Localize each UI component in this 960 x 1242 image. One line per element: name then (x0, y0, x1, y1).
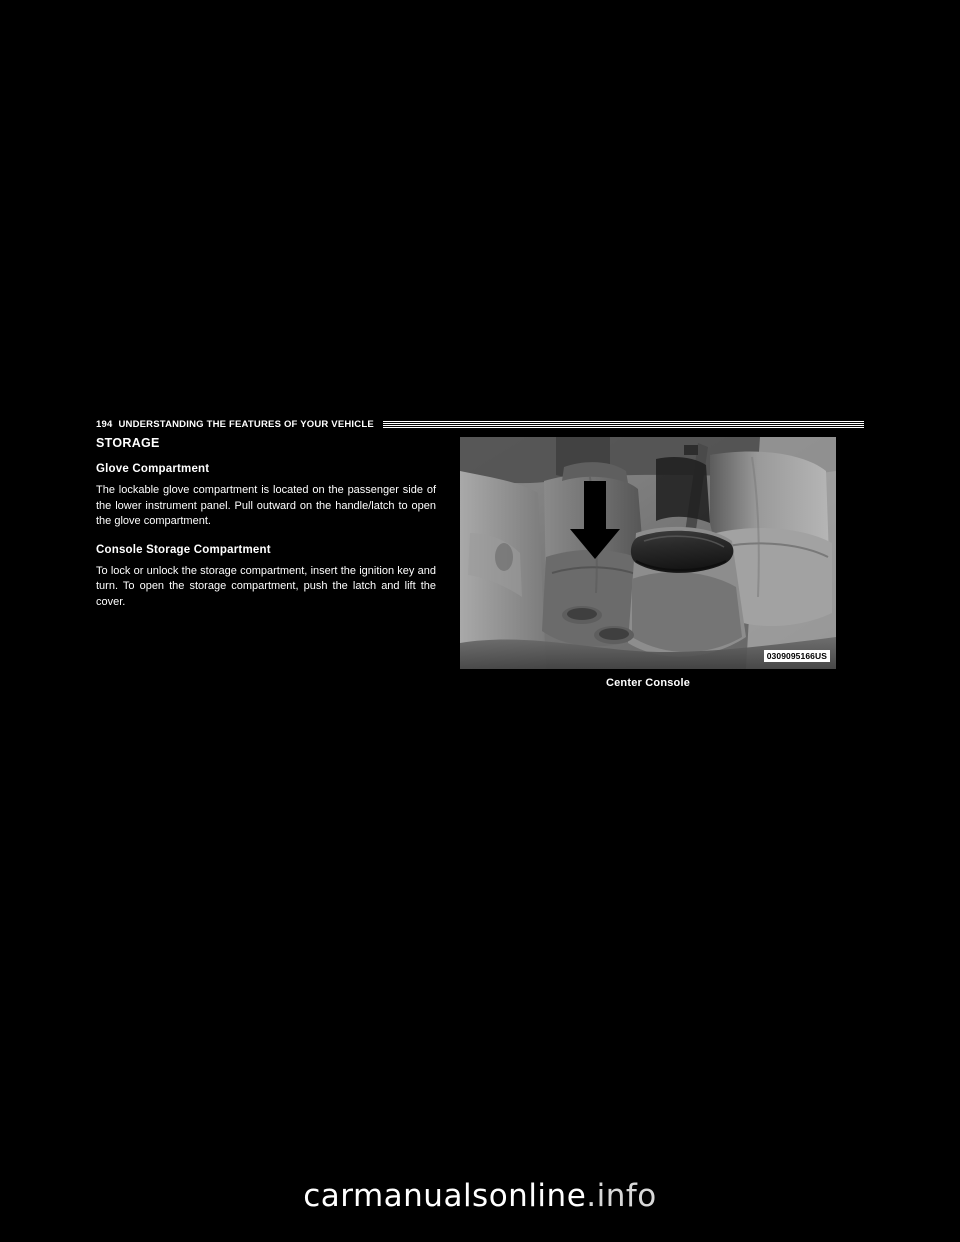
subsection-heading-console-storage: Console Storage Compartment (96, 543, 271, 556)
figure-image-id: 0309095166US (764, 650, 830, 662)
header-rule (383, 421, 864, 428)
page-number: 194 (96, 418, 113, 430)
figure (460, 437, 836, 689)
text-column (96, 436, 436, 610)
figure-caption: Center Console (605, 677, 691, 689)
subsection-body-console-storage: To lock or unlock the storage compartment, insert the ignition key and turn. To open the storage compartment, push the latch and lift the cover. (96, 564, 436, 608)
subsection-heading-glove-compartment: Glove Compartment (96, 463, 210, 475)
section-title: STORAGE (96, 436, 160, 450)
header-title: UNDERSTANDING THE FEATURES OF YOUR VEHICLE (118, 418, 374, 430)
subsection-body-glove-compartment: The lockable glove compartment is located on the passenger side of the lower instrument panel. Pull outward on the handle/latch to open the glove compartment. (96, 484, 436, 527)
page-header (96, 416, 864, 432)
watermark-main: carmanualsonline (303, 1178, 587, 1214)
watermark-suffix: .info (586, 1178, 657, 1214)
watermark (0, 1178, 960, 1214)
figure-image (460, 437, 836, 669)
